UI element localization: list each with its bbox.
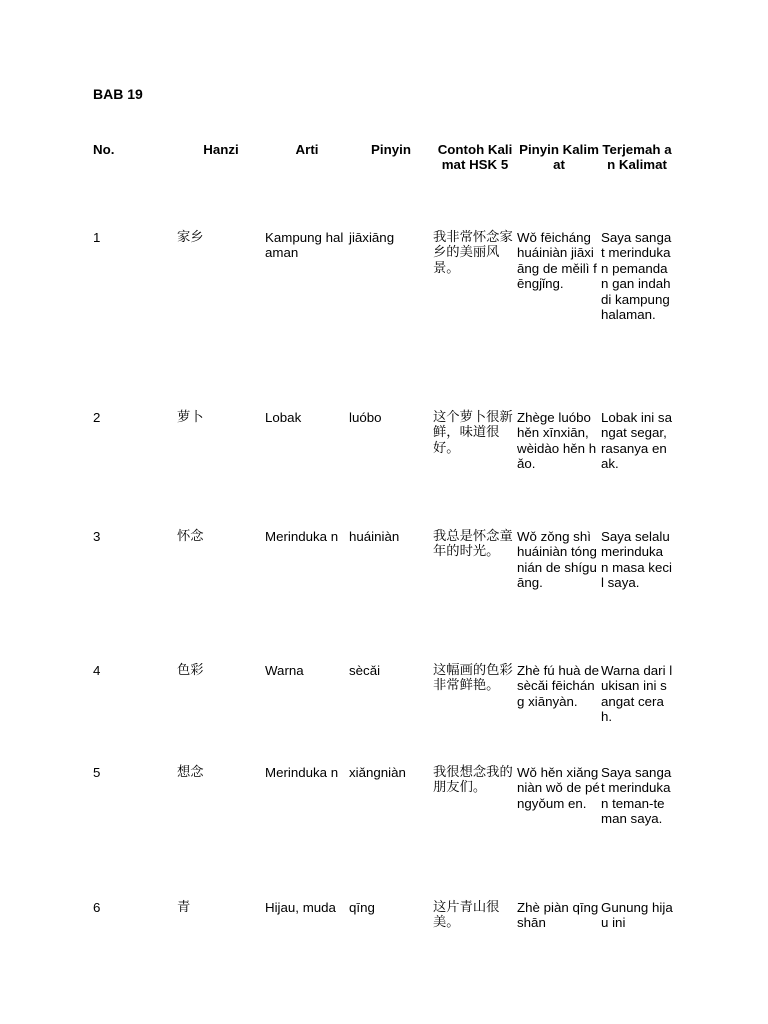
header-no: No. (93, 142, 115, 157)
row-pinyin: luóbo (349, 410, 382, 425)
table-row (93, 765, 673, 900)
row-arti: Warna (265, 663, 304, 678)
header-arti: Arti (295, 142, 319, 157)
row-pinyin-kalimat: Wǒ fēicháng huáiniàn jiāxiāng de měilì fēngjǐng. (517, 230, 597, 292)
row-number: 1 (93, 230, 101, 245)
row-hanzi: 色彩 (177, 663, 204, 678)
header-pinyin: Pinyin (371, 142, 411, 157)
row-terjemahan: Lobak ini sangat segar, rasanya enak. (601, 410, 672, 472)
row-terjemahan: Gunung hijau ini (601, 900, 673, 931)
vocabulary-table (93, 142, 673, 940)
row-contoh-kalimat: 我总是怀念童年的时光。 (433, 529, 513, 560)
table-row (93, 900, 673, 940)
table-row (93, 410, 673, 529)
row-contoh-kalimat: 这个萝卜很新鲜，味道很好。 (433, 410, 513, 456)
table-header-row (93, 142, 673, 230)
row-contoh-kalimat: 我很想念我的朋友们。 (433, 765, 513, 796)
row-arti: Hijau, muda (265, 900, 336, 915)
row-terjemahan: Saya sangat merinduka n pemandan gan indah di kampung halaman. (601, 230, 672, 323)
table-row (93, 230, 673, 410)
row-terjemahan: Saya sangat merinduka n teman-teman saya. (601, 765, 672, 827)
row-pinyin-kalimat: Wǒ zǒng shì huáiniàn tóngnián de shíguāng. (517, 529, 597, 591)
header-pinyin-kalimat: Pinyin Kalimat (519, 142, 599, 173)
row-pinyin: sècǎi (349, 663, 381, 678)
row-number: 5 (93, 765, 101, 780)
row-number: 2 (93, 410, 101, 425)
row-pinyin: huáiniàn (349, 529, 400, 544)
row-hanzi: 家乡 (177, 230, 204, 245)
row-hanzi: 青 (177, 900, 191, 915)
row-pinyin: qīng (349, 900, 375, 915)
row-pinyin: xiǎngniàn (349, 765, 406, 780)
row-terjemahan: Saya selalu merinduka n masa kecil saya. (601, 529, 672, 591)
row-number: 4 (93, 663, 101, 678)
row-hanzi: 想念 (177, 765, 204, 780)
chapter-title: BAB 19 (93, 86, 143, 102)
row-arti: Merinduka n (265, 529, 339, 544)
row-hanzi: 怀念 (177, 529, 204, 544)
table-row (93, 529, 673, 663)
row-contoh-kalimat: 这幅画的色彩非常鲜艳。 (433, 663, 513, 694)
row-number: 3 (93, 529, 101, 544)
row-contoh-kalimat: 这片青山很美。 (433, 900, 500, 931)
row-pinyin-kalimat: Zhège luóbo hěn xīnxiān, wèidào hěn hǎo. (517, 410, 597, 472)
table-row (93, 663, 673, 765)
row-pinyin-kalimat: Zhè piàn qīngshān (517, 900, 599, 931)
row-contoh-kalimat: 我非常怀念家乡的美丽风景。 (433, 230, 513, 276)
row-arti: Merinduka n (265, 765, 339, 780)
row-hanzi: 萝卜 (177, 410, 204, 425)
row-arti: Lobak (265, 410, 302, 425)
row-pinyin-kalimat: Wǒ hěn xiǎngniàn wǒ de péngyǒum en. (517, 765, 600, 811)
header-hanzi: Hanzi (203, 142, 239, 157)
row-pinyin: jiāxiāng (349, 230, 395, 245)
row-terjemahan: Warna dari lukisan ini sangat cerah. (601, 663, 673, 725)
row-pinyin-kalimat: Zhè fú huà de sècǎi fēicháng xiānyàn. (517, 663, 600, 709)
header-terjemahan: Terjemah an Kalimat (602, 142, 672, 173)
header-contoh-kalimat: Contoh Kalimat HSK 5 (437, 142, 513, 173)
row-number: 6 (93, 900, 101, 915)
row-arti: Kampung halaman (265, 230, 344, 261)
